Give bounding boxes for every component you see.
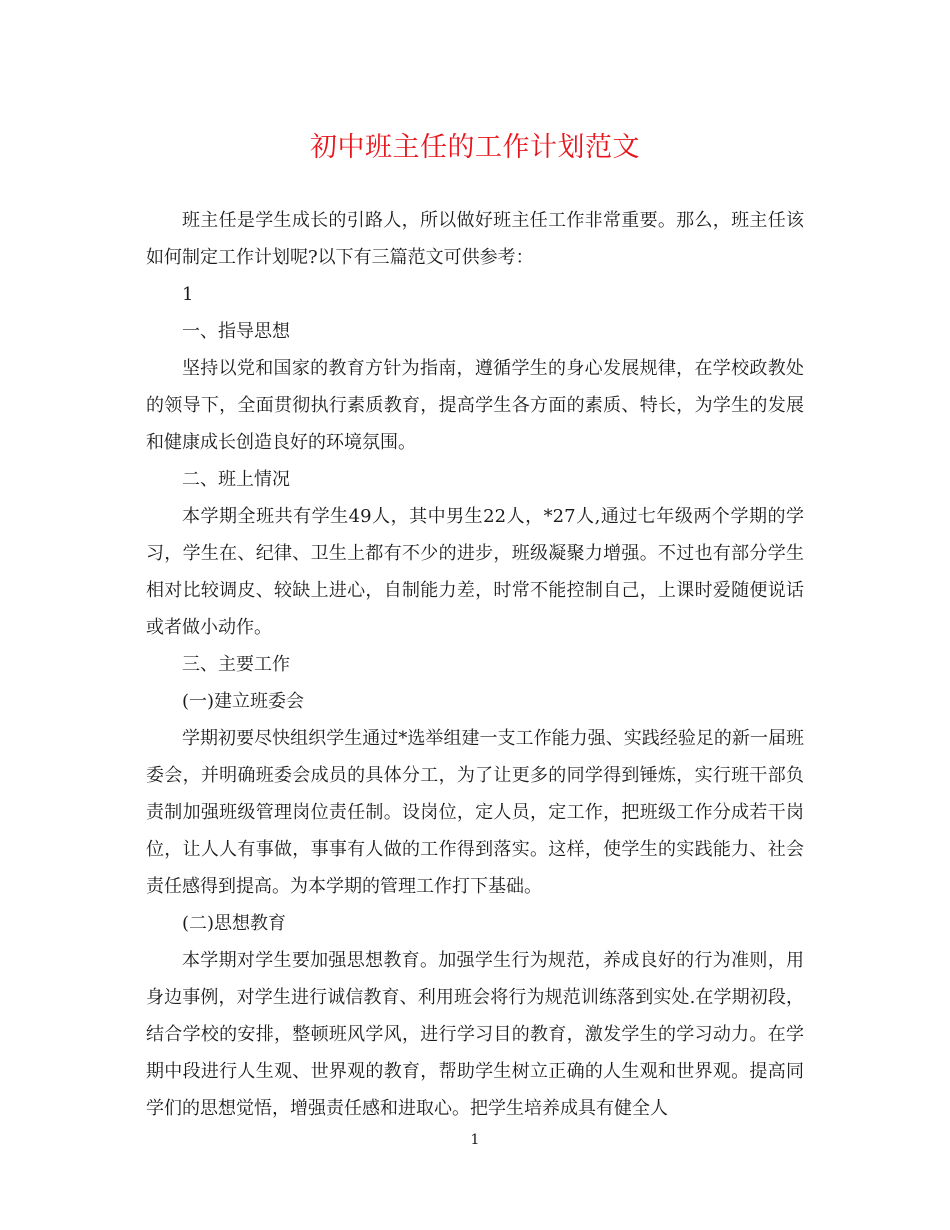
heading-class-situation: 二、班上情况 bbox=[182, 469, 290, 490]
page-number: 1 bbox=[470, 1132, 480, 1148]
intro-paragraph: 班主任是学生成长的引路人，所以做好班主任工作非常重要。那么，班主任该如何制定工作计划呢?以下有三篇范文可供参考： bbox=[146, 210, 804, 268]
paragraph-class-situation: 本学期全班共有学生49人，其中男生22人，*27人,通过七年级两个学期的学习，学生在、纪律、卫生上都有不少的进步，班级凝聚力增强。不过也有部分学生相对比较调皮、较缺上进心，自制能力差，时常不能控制自己，上课时爱随便说话或者做小动作。 bbox=[146, 506, 804, 638]
heading-guiding-ideology: 一、指导思想 bbox=[182, 321, 290, 342]
heading-main-work: 三、主要工作 bbox=[182, 654, 290, 675]
paragraph-ideological-education: 本学期对学生要加强思想教育。加强学生行为规范，养成良好的行为准则，用身边事例，对学生进行诚信教育、利用班会将行为规范训练落到实处.在学期初段，结合学校的安排，整顿班风学风，进行学习目的教育，激发学生的学习动力。在学期中段进行人生观、世界观的教育，帮助学生树立正确的人生观和世界观。提高同学们的思想觉悟，增强责任感和进取心。把学生培养成具有健全人 bbox=[146, 950, 804, 1119]
document-title: 初中班主任的工作计划范文 bbox=[310, 132, 640, 163]
subheading-ideological-education: (二)思想教育 bbox=[182, 913, 287, 934]
subheading-class-committee: (一)建立班委会 bbox=[182, 691, 305, 712]
section-number: 1 bbox=[182, 284, 194, 305]
document-body bbox=[146, 202, 804, 1127]
paragraph-guiding-ideology: 坚持以党和国家的教育方针为指南，遵循学生的身心发展规律，在学校政教处的领导下，全面贯彻执行素质教育，提高学生各方面的素质、特长，为学生的发展和健康成长创造良好的环境氛围。 bbox=[146, 358, 804, 453]
paragraph-class-committee: 学期初要尽快组织学生通过*选举组建一支工作能力强、实践经验足的新一届班委会，并明确班委会成员的具体分工，为了让更多的同学得到锤炼，实行班干部负责制加强班级管理岗位责任制。设岗位，定人员，定工作，把班级工作分成若干岗位，让人人有事做，事事有人做的工作得到落实。这样，使学生的实践能力、社会责任感得到提高。为本学期的管理工作打下基础。 bbox=[146, 728, 804, 897]
